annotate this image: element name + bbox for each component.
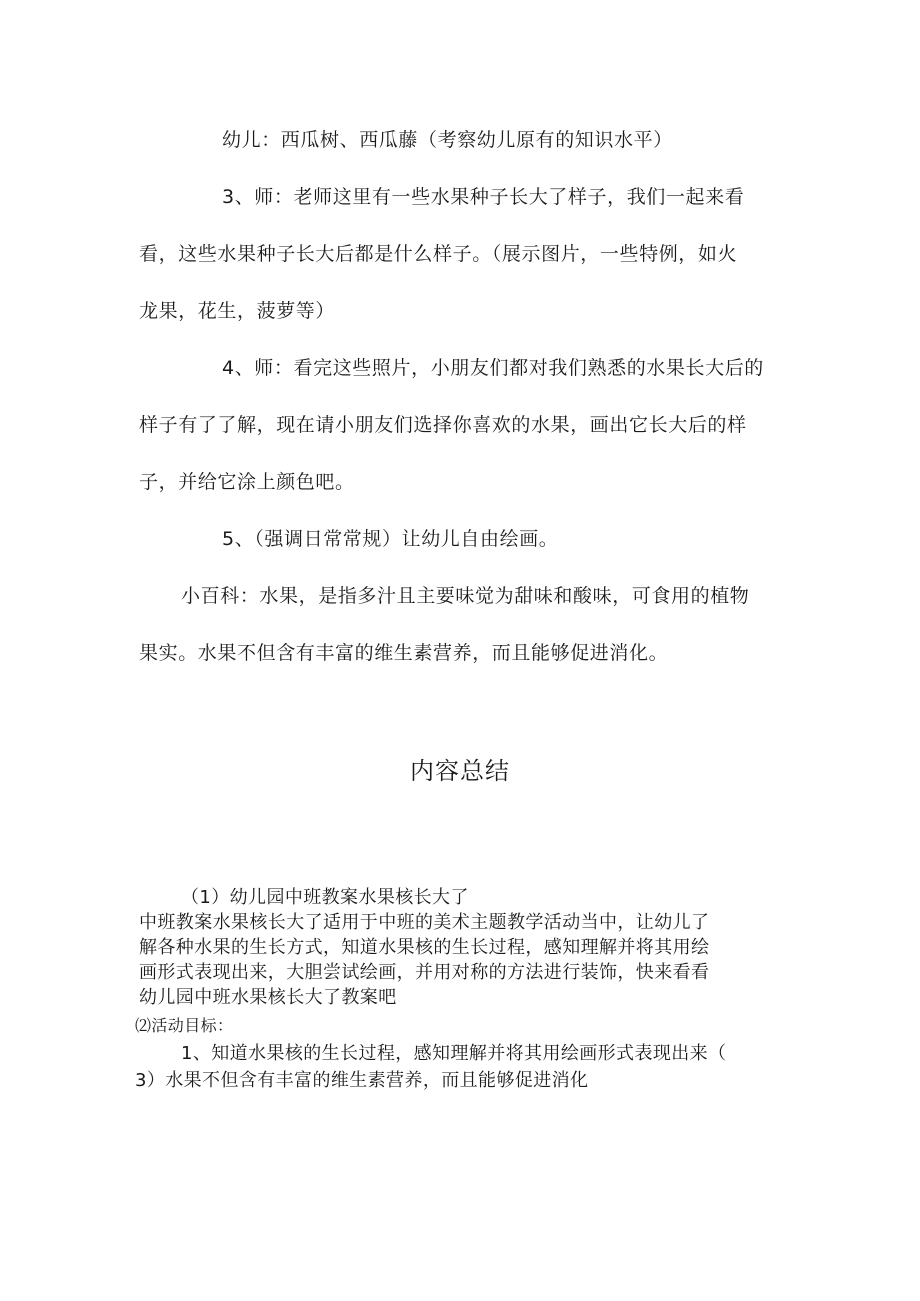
body-line-7: 子，并给它涂上颜色吧。: [139, 471, 355, 493]
summary-line-7: 1、知道水果核的生长过程，感知理解并将其用绘画形式表现出来（: [181, 1043, 727, 1064]
body-line-1: 幼儿：西瓜树、西瓜藤（考察幼儿原有的知识水平）: [222, 129, 673, 151]
summary-line-6: ⑵活动目标：: [135, 1016, 234, 1035]
body-line-9: 小百科：水果，是指多汁且主要味觉为甜味和酸味，可食用的植物: [181, 585, 750, 607]
body-line-8: 5、（强调日常常规）让幼儿自由绘画。: [222, 528, 559, 550]
body-line-6: 样子有了了解，现在请小朋友们选择你喜欢的水果，画出它长大后的样: [139, 414, 747, 436]
body-line-3: 看，这些水果种子长大后都是什么样子。（展示图片，一些特例，如火: [139, 243, 738, 265]
body-line-10: 果实。水果不但含有丰富的维生素营养，而且能够促进消化。: [139, 642, 669, 664]
body-line-2: 3、师：老师这里有一些水果种子长大了样子，我们一起来看: [222, 186, 745, 208]
body-line-5: 4、师：看完这些照片，小朋友们都对我们熟悉的水果长大后的: [222, 357, 764, 379]
summary-line-2: 中班教案水果核长大了适用于中班的美术主题教学活动当中，让幼儿了: [139, 912, 710, 933]
body-line-4: 龙果，花生，菠萝等）: [139, 300, 336, 322]
summary-line-5: 幼儿园中班水果核长大了教案吧: [139, 987, 397, 1008]
summary-heading: 内容总结: [410, 757, 510, 785]
summary-line-3: 解各种水果的生长方式，知道水果核的生长过程，感知理解并将其用绘: [139, 937, 710, 958]
summary-line-4: 画形式表现出来，大胆尝试绘画，并用对称的方法进行装饰，快来看看: [139, 962, 710, 983]
summary-line-8: 3）水果不但含有丰富的维生素营养，而且能够促进消化: [135, 1070, 589, 1091]
summary-line-1: （1）幼儿园中班教案水果核长大了: [181, 887, 469, 908]
